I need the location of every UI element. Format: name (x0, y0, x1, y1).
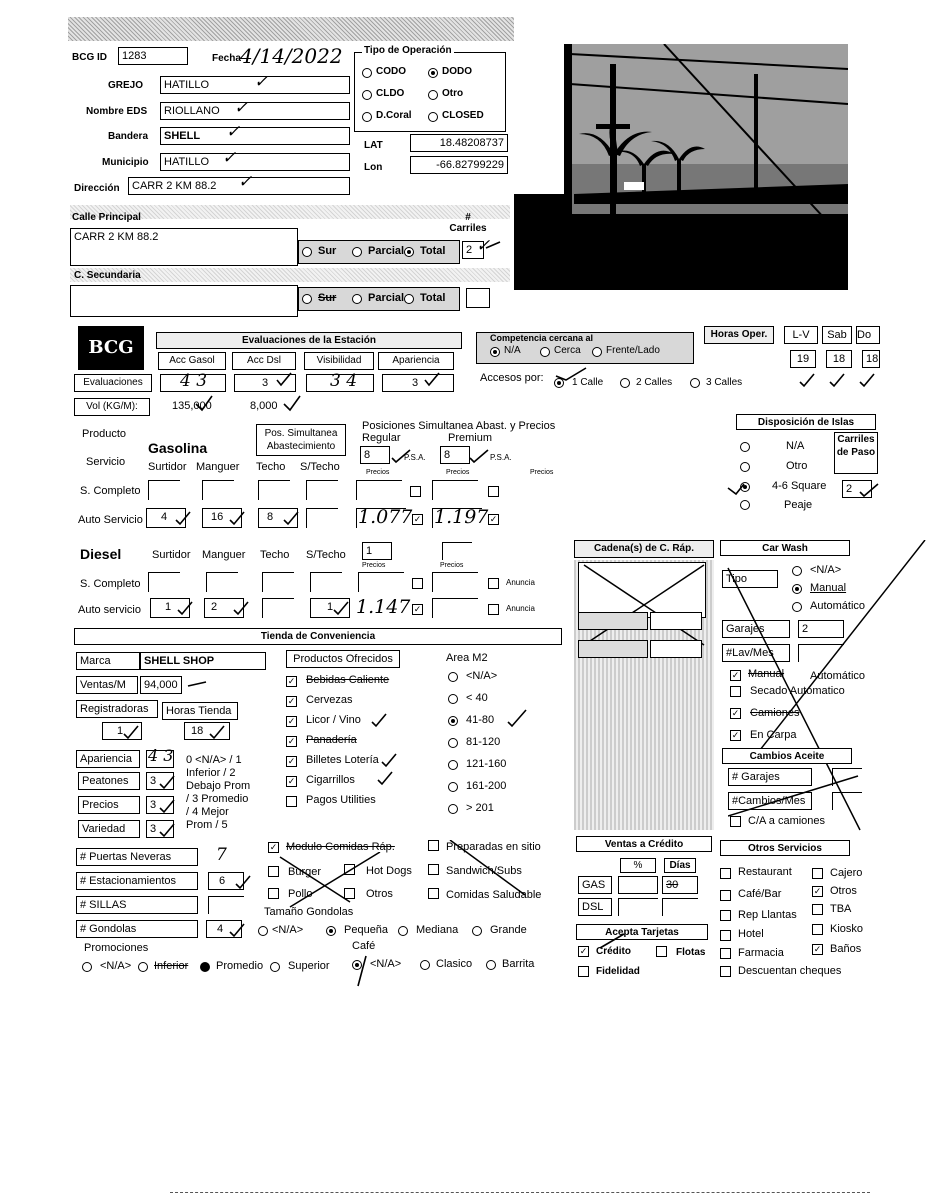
accesos-opt-1: 1 Calle (572, 377, 604, 388)
promociones-label: Promociones (84, 942, 149, 954)
dsl-col-stecho: S/Techo (306, 549, 346, 561)
producto-checkbox-3[interactable]: ✓ (287, 736, 296, 746)
modulo-checkbox[interactable]: ✓ (269, 842, 278, 852)
direccion-label: Dirección (74, 183, 120, 194)
precios-field[interactable]: 3 (146, 796, 174, 814)
accesos-opt-3: 3 Calles (706, 377, 743, 388)
tarjeta-opt-credito: Crédito (596, 946, 631, 957)
producto-4: Billetes Lotería (306, 754, 379, 766)
cambios-title: Cambios Aceite (722, 748, 852, 764)
carwash-title: Car Wash (720, 540, 850, 556)
credito-pct-label: % (620, 858, 656, 873)
dsl-row-label-auto: Auto servicio (78, 604, 141, 616)
competencia-opt-cerca: Cerca (554, 345, 581, 356)
estac-field[interactable]: 6 (208, 872, 244, 890)
calle-principal-label: Calle Principal (72, 212, 141, 223)
producto-1: Cervezas (306, 694, 353, 706)
carwash-extra-auto: Automático (810, 670, 866, 682)
checkmark: ✓ (254, 72, 269, 92)
otros-right-2: TBA (830, 903, 852, 915)
eval-col-apariencia: Apariencia (378, 352, 454, 370)
preparadas-opt-sandwich: Sandwich/Subs (446, 865, 522, 877)
gas-auto-prem-checkbox[interactable]: ✓ (489, 514, 498, 524)
eval-visibilidad-value: 3 4 (330, 371, 358, 391)
pos-simultanea-text: Pos. Simultanea Abastecimiento (264, 428, 338, 452)
credito-gas-label: GAS (578, 876, 612, 894)
otros-right-0: Cajero (830, 867, 863, 879)
carwash-extra-secado: Secado Automatico (750, 685, 845, 697)
horas-col-lv: L-V (784, 326, 818, 344)
otros-left-4: Farmacia (738, 947, 784, 959)
carwash-tipo-field[interactable]: Tipo (722, 570, 778, 588)
precios-label-1: Precios (366, 469, 390, 476)
area-label: Area M2 (446, 652, 488, 664)
calle2-opt-parcial: Parcial (368, 292, 405, 304)
regular-label: Regular (362, 432, 401, 444)
fecha-value: 4/14/2022 (240, 44, 343, 68)
scale-3: / 3 Promedio (186, 793, 249, 805)
registradoras-label: Registradoras (76, 700, 158, 718)
gas-auto-surtidor[interactable]: 4 (146, 508, 186, 528)
variedad-label: Variedad (78, 820, 140, 838)
gas-col-manguer: Manguer (196, 461, 240, 473)
credito-dsl-label: DSL (578, 898, 612, 916)
precios-label: Precios (78, 796, 140, 814)
modulo-opt-burger: Burger (288, 866, 322, 878)
carwash-opt-manual: Manual (810, 582, 847, 594)
horas-tienda-field[interactable]: 18 (184, 722, 230, 740)
grejo-field[interactable]: HATILLO (160, 76, 350, 94)
evaluation-title: Evaluaciones de la Estación (156, 332, 462, 349)
municipio-label: Municipio (102, 157, 149, 168)
c-secundaria-label: C. Secundaria (74, 270, 141, 281)
gas-auto-techo[interactable]: 8 (258, 508, 298, 528)
dsl-auto-price: 1.147 (356, 596, 411, 618)
vol-label: Vol (KG/M): (74, 398, 150, 416)
carwash-extra-camiones: Camiones (750, 707, 800, 719)
gas-auto-premium-price: 1.197 (434, 506, 489, 528)
producto-checkbox-5[interactable]: ✓ (287, 776, 296, 786)
area-opt-6: > 201 (466, 802, 494, 814)
disp-opt-square: 4-6 Square (772, 480, 827, 492)
grejo-label: GREJO (108, 80, 144, 91)
otros-left-1: Café/Bar (738, 888, 782, 900)
op-opt-dodo: DODO (442, 66, 472, 77)
producto-3: Panadería (306, 734, 357, 746)
productos-label: Productos Ofrecidos (286, 650, 400, 668)
otros-right-checkbox-4[interactable]: ✓ (813, 944, 822, 954)
estac-label: # Estacionamientos (76, 872, 198, 890)
producto-checkbox-1[interactable]: ✓ (287, 696, 296, 706)
gas-auto-reg-checkbox[interactable]: ✓ (413, 514, 422, 524)
eval-acc-gasol-value: 4 3 (180, 371, 208, 391)
calle2-opt-sur: Sur (318, 292, 337, 304)
carwash-manual-checkbox[interactable]: ✓ (731, 670, 740, 680)
scale-4: / 4 Mejor (186, 806, 229, 818)
bandera-label: Bandera (108, 131, 149, 142)
carriles-field[interactable]: 2 (462, 241, 484, 259)
dsl-col-surtidor: Surtidor (152, 549, 191, 561)
cafe-opt-clasico: Clasico (436, 958, 473, 970)
carwash-garajes-field[interactable]: 2 (798, 620, 844, 638)
carwash-extra-carpa: En Carpa (750, 729, 797, 741)
cafe-opt-barrita: Barrita (502, 958, 535, 970)
bandera-value: SHELL (164, 130, 201, 142)
calle-principal-value: CARR 2 KM 88.2 (74, 231, 159, 243)
cambios-camiones-label: C/A a camiones (748, 815, 826, 827)
carwash-opt-na: <N/A> (810, 564, 842, 576)
accesos-opt-2: 2 Calles (636, 377, 673, 388)
psa-premium-label: P.S.A. (490, 453, 512, 462)
diesel-title: Diesel (80, 546, 122, 562)
modulo-opt-pollo: Pollo (288, 888, 313, 900)
tamano-label: Tamaño Gondolas (264, 906, 354, 918)
modulo-opt-otros: Otros (366, 888, 393, 900)
credito-dias-label: Días (664, 858, 696, 873)
tarjeta-credito-checkbox[interactable]: ✓ (579, 946, 588, 956)
carriles-label: # Carriles (449, 212, 487, 234)
carriles-paso-field[interactable]: 2 (842, 480, 872, 498)
area-opt-3: 81-120 (466, 736, 501, 748)
dsl-anuncia-label-1: Anuncia (506, 578, 535, 587)
scale-2: Debajo Prom (186, 780, 251, 792)
sillas-label: # SILLAS (76, 896, 198, 914)
producto-checkbox-2[interactable]: ✓ (287, 716, 296, 726)
carwash-garajes-label: Garajes (722, 620, 790, 638)
otros-right-checkbox-1[interactable]: ✓ (813, 886, 822, 896)
carwash-opt-auto: Automático (810, 600, 866, 612)
gas-auto-regular-price: 1.077 (358, 506, 413, 528)
lon-field[interactable]: -66.82799229 (410, 156, 508, 174)
horas-lv-field[interactable]: 19 (790, 350, 816, 368)
tamano-opt-grande: Grande (490, 924, 527, 936)
op-opt-cldo: CLDO (376, 88, 405, 99)
promo-opt-promedio: Promedio (216, 960, 264, 972)
fecha-label: Fecha (212, 53, 241, 64)
tienda-title: Tienda de Conveniencia (74, 628, 562, 645)
tarjeta-opt-fidelidad: Fidelidad (596, 966, 640, 977)
servicio-label: Servicio (86, 456, 126, 468)
scale-5: Prom / 5 (186, 819, 228, 831)
horas-sab-field[interactable]: 18 (826, 350, 852, 368)
carwash-extra-manual: Manual (748, 668, 785, 680)
promo-opt-inferior: Inferior (154, 960, 189, 972)
precios-label-2: Precios (446, 469, 470, 476)
lat-label: LAT (364, 140, 383, 151)
preparadas-opt-saludable: Comidas Saludable (446, 889, 542, 901)
eval-acc-dsl-value: 3 (262, 377, 269, 389)
calle2-opt-total: Total (420, 292, 446, 304)
cafe-label: Café (352, 940, 376, 952)
apariencia-label: Apariencia (76, 750, 140, 768)
bcg-id-label: BCG ID (72, 52, 107, 63)
carwash-carpa-checkbox[interactable]: ✓ (731, 730, 740, 740)
regular-pos-field[interactable]: 8 (360, 446, 390, 464)
vol-gas-value[interactable]: 135,000 (172, 400, 212, 412)
gas-col-surtidor: Surtidor (148, 461, 187, 473)
municipio-field[interactable]: HATILLO (160, 153, 350, 171)
apariencia-value: 4 3 (148, 746, 174, 765)
eval-apariencia-value: 3 (412, 377, 419, 389)
area-opt-5: 161-200 (466, 780, 507, 792)
modulo-opt-hotdogs: Hot Dogs (366, 865, 412, 877)
eval-col-visibilidad: Visibilidad (304, 352, 374, 370)
marca-label: Marca (76, 652, 140, 670)
carwash-lav-label: #Lav/Mes (722, 644, 790, 662)
area-opt-0: <N/A> (466, 670, 498, 682)
dsl-pos-field[interactable]: 1 (362, 542, 392, 560)
dsl-auto-surtidor[interactable]: 1 (150, 598, 190, 618)
disposicion-title: Disposición de Islas (736, 414, 876, 430)
ventas-field[interactable]: 94,000 (140, 676, 182, 694)
gondolas-label: # Gondolas (76, 920, 198, 938)
otros-right-3: Kiosko (830, 923, 864, 935)
otros-left-2: Rep Llantas (738, 909, 797, 921)
registradoras-field[interactable]: 1 (102, 722, 142, 740)
disp-opt-na: N/A (786, 440, 805, 452)
otros-right-4: Baños (830, 943, 862, 955)
op-opt-dcoral: D.Coral (376, 110, 412, 121)
disp-opt-peaje: Peaje (784, 499, 813, 511)
area-opt-1: < 40 (466, 692, 488, 704)
dsl-row-label-completo: S. Completo (80, 578, 141, 590)
dsl-auto-checkbox[interactable]: ✓ (413, 604, 422, 614)
footer-rule (170, 1192, 870, 1193)
eval-col-acc-dsl: Acc Dsl (232, 352, 296, 370)
checkmark: ✓ (234, 98, 249, 118)
otros-right-1: Otros (830, 885, 857, 897)
dsl-auto-stecho[interactable]: 1 (310, 598, 350, 618)
peatones-field[interactable]: 3 (146, 772, 174, 790)
cambios-garajes-label: # Garajes (728, 768, 812, 786)
competencia-opt-frente: Frente/Lado (606, 345, 660, 356)
dsl-precios-label-2: Precios (440, 562, 464, 569)
operation-title: Tipo de Operación (364, 45, 452, 56)
pos-precios-label: Posiciones Simultanea Abast. y Precios (362, 420, 556, 432)
cafe-opt-na: <N/A> (370, 958, 402, 970)
vol-dsl-value[interactable]: 8,000 (250, 400, 278, 412)
gas-row-label-auto: Auto Servicio (78, 514, 143, 526)
producto-2: Licor / Vino (306, 714, 361, 726)
credito-gas-dias[interactable]: 30 (662, 876, 698, 894)
producto-5: Cigarrillos (306, 774, 355, 786)
checkmark: ✓ (222, 148, 237, 168)
puertas-label: # Puertas Neveras (76, 848, 198, 866)
premium-pos-field[interactable]: 8 (440, 446, 470, 464)
modulo-label: Modulo Comidas Ráp. (286, 841, 395, 853)
tarjetas-title: Acepta Tarjetas (576, 924, 708, 940)
ventas-label: Ventas/M (76, 676, 138, 694)
op-opt-codo: CODO (376, 66, 406, 77)
marca-field[interactable]: SHELL SHOP (140, 652, 266, 670)
producto-checkbox-4[interactable]: ✓ (287, 756, 296, 766)
dsl-col-manguer: Manguer (202, 549, 246, 561)
nombre-eds-field[interactable]: RIOLLANO (160, 102, 350, 120)
horas-oper-label: Horas Oper. (704, 326, 774, 344)
eval-col-acc-gasol: Acc Gasol (158, 352, 226, 370)
dsl-anuncia-label-2: Anuncia (506, 604, 535, 613)
tamano-opt-pequena: Pequeña (344, 924, 389, 936)
competencia-title: Competencia cercana al (490, 333, 594, 343)
horas-col-sab: Sab (822, 326, 852, 344)
nombre-eds-label: Nombre EDS (86, 106, 148, 117)
gasolina-title: Gasolina (148, 440, 208, 456)
otros-left-0: Restaurant (738, 866, 792, 878)
tarjeta-opt-flotas: Flotas (676, 947, 706, 958)
promo-opt-superior: Superior (288, 960, 330, 972)
carwash-camiones-checkbox[interactable]: ✓ (731, 708, 740, 718)
tamano-opt-na: <N/A> (272, 924, 304, 936)
gondolas-field[interactable]: 4 (206, 920, 242, 938)
dsl-col-techo: Techo (260, 549, 290, 561)
credito-title: Ventas a Crédito (576, 836, 712, 852)
lat-field[interactable]: 18.48208737 (410, 134, 508, 152)
cambios-mes-label: #Cambios/Mes (728, 792, 812, 810)
dsl-auto-manguer[interactable]: 2 (204, 598, 244, 618)
gas-row-label-completo: S. Completo (80, 485, 141, 497)
lon-label: Lon (364, 162, 383, 173)
producto-label: Producto (82, 428, 127, 440)
carriles-paso-text: Carriles de Paso (836, 434, 876, 458)
area-opt-4: 121-160 (466, 758, 507, 770)
checkmark: ✓ (238, 172, 253, 192)
promo-opt-na: <N/A> (100, 960, 132, 972)
producto-checkbox-0[interactable]: ✓ (287, 676, 296, 686)
horas-tienda-label: Horas Tienda (162, 702, 238, 720)
calle-opt-sur: Sur (318, 245, 337, 257)
disp-opt-otro: Otro (786, 460, 808, 472)
bcg-logo-text: BCG (88, 337, 134, 358)
preparadas-label: Preparadas en sitio (446, 841, 541, 853)
competencia-opt-na: N/A (504, 345, 521, 356)
gas-col-stecho: S/Techo (300, 461, 340, 473)
variedad-field[interactable]: 3 (146, 820, 174, 838)
producto-6: Pagos Utilities (306, 794, 376, 806)
puertas-value[interactable]: 7 (216, 845, 227, 865)
otros-title: Otros Servicios (720, 840, 850, 856)
scale-0: 0 <N/A> / 1 (186, 754, 242, 766)
calle-opt-total: Total (420, 245, 446, 257)
scale-1: Inferior / 2 (186, 767, 236, 779)
accesos-label: Accesos por: (480, 372, 544, 384)
cadena-title: Cadena(s) de C. Ráp. (574, 540, 714, 558)
precios-label-3: Precios (530, 469, 554, 476)
bcg-id-field[interactable]: 1283 (118, 47, 188, 65)
checkmark: ✓ (226, 122, 241, 142)
op-opt-otro: Otro (442, 88, 464, 99)
psa-regular-label: P.S.A. (404, 453, 426, 462)
premium-label: Premium (448, 432, 493, 444)
horas-col-dom: Do (856, 326, 880, 344)
dsl-precios-label-1: Precios (362, 562, 386, 569)
otros-left-5: Descuentan cheques (738, 965, 842, 977)
peatones-label: Peatones (78, 772, 140, 790)
calle-opt-parcial: Parcial (368, 245, 405, 257)
gas-auto-manguer[interactable]: 16 (202, 508, 242, 528)
op-opt-closed: CLOSED (442, 110, 484, 121)
area-opt-2: 41-80 (466, 714, 495, 726)
gas-col-techo: Techo (256, 461, 286, 473)
horas-dom-field[interactable]: 18 (862, 350, 880, 368)
direccion-field[interactable]: CARR 2 KM 88.2 (128, 177, 350, 195)
evaluaciones-label: Evaluaciones (74, 374, 152, 392)
producto-0: Bebidas Caliente (306, 674, 390, 686)
checkmark: ✓ (476, 236, 491, 256)
tamano-opt-mediana: Mediana (416, 924, 459, 936)
otros-left-3: Hotel (738, 928, 764, 940)
